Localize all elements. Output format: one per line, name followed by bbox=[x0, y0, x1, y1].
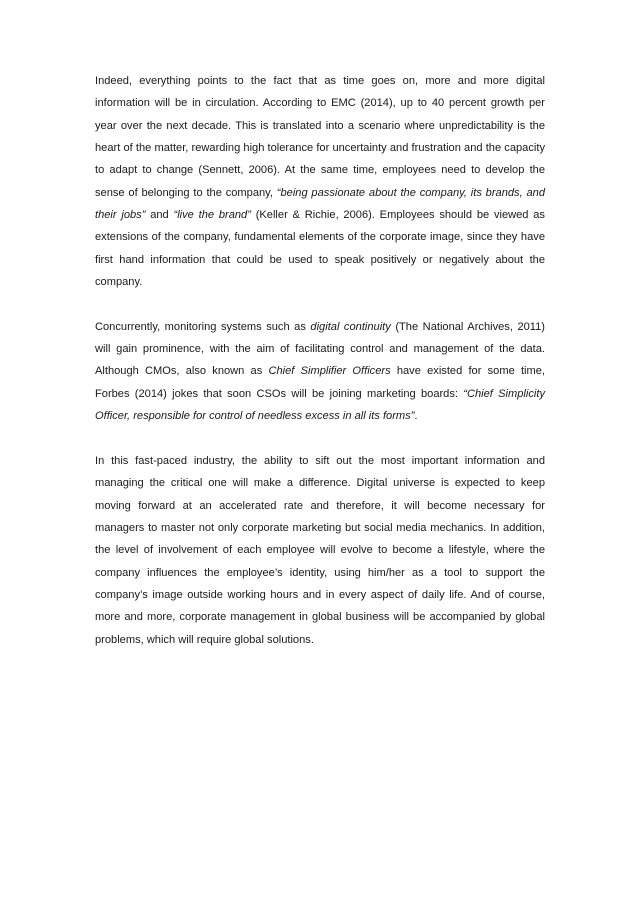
paragraph-1-text-2: and bbox=[145, 209, 174, 222]
paragraph-2-text-4: . bbox=[414, 410, 418, 423]
paragraph-2-text-3: have existed for some time, Forbes (2014) jokes that soon CSOs will be joining marketing boards: bbox=[95, 365, 545, 400]
paragraph-2-text-2: (The National Archives, 2011) will gain prominence, with the aim of facilitating control and management of the data. Although CMOs, also known as bbox=[95, 320, 545, 378]
paragraph-2-term-chief-simplifier-officers: Chief Simplifier Officers bbox=[268, 365, 391, 378]
paragraph-2-text-1: Concurrently, monitoring systems such as bbox=[95, 320, 311, 333]
paragraph-1-quote-being-passionate: “being passionate about the company, its brands, and their jobs” bbox=[95, 186, 545, 222]
paragraph-2-term-digital-continuity: digital continuity bbox=[310, 320, 391, 333]
paragraph-1-text-3: (Keller & Richie, 2006). Employees should be viewed as extensions of the company, fundamental elements of the corporate image, since they have first hand information that could be used to speak positively or negatively about the company. bbox=[95, 209, 545, 289]
paragraph-1 bbox=[95, 70, 545, 293]
document-body bbox=[95, 70, 545, 651]
paragraph-2 bbox=[95, 316, 545, 428]
paragraph-1-text-1: Indeed, everything points to the fact that as time goes on, more and more digital information will be in circulation. According to EMC (2014), up to 40 percent growth per year over the next decade. This is translated into a scenario where unpredictability is the heart of the matter, rewarding high tolerance for uncertainty and frustration and the capacity to adapt to change (Sennett, 2006). At the same time, employees need to develop the sense of belonging to the company, bbox=[95, 75, 545, 199]
paragraph-2-quote-chief-simplicity-officer: “Chief Simplicity Officer, responsible for control of needless excess in all its forms” bbox=[95, 387, 545, 423]
paragraph-3 bbox=[95, 450, 545, 651]
paragraph-3-text-1: In this fast-paced industry, the ability to sift out the most important information and managing the critical one will make a difference. Digital universe is expected to keep moving forward at an accelerated rate and therefore, it will become necessary for managers to master not only corporate marketing but social media mechanics. In addition, the level of involvement of each employee will evolve to become a lifestyle, where the company influences the employee’s identity, using him/her as a tool to support the company’s image outside working hours and in every aspect of daily life. And of course, more and more, corporate management in global business will be accompanied by global problems, which will require global solutions. bbox=[95, 454, 545, 646]
paragraph-1-quote-live-the-brand: “live the brand” bbox=[173, 209, 251, 222]
